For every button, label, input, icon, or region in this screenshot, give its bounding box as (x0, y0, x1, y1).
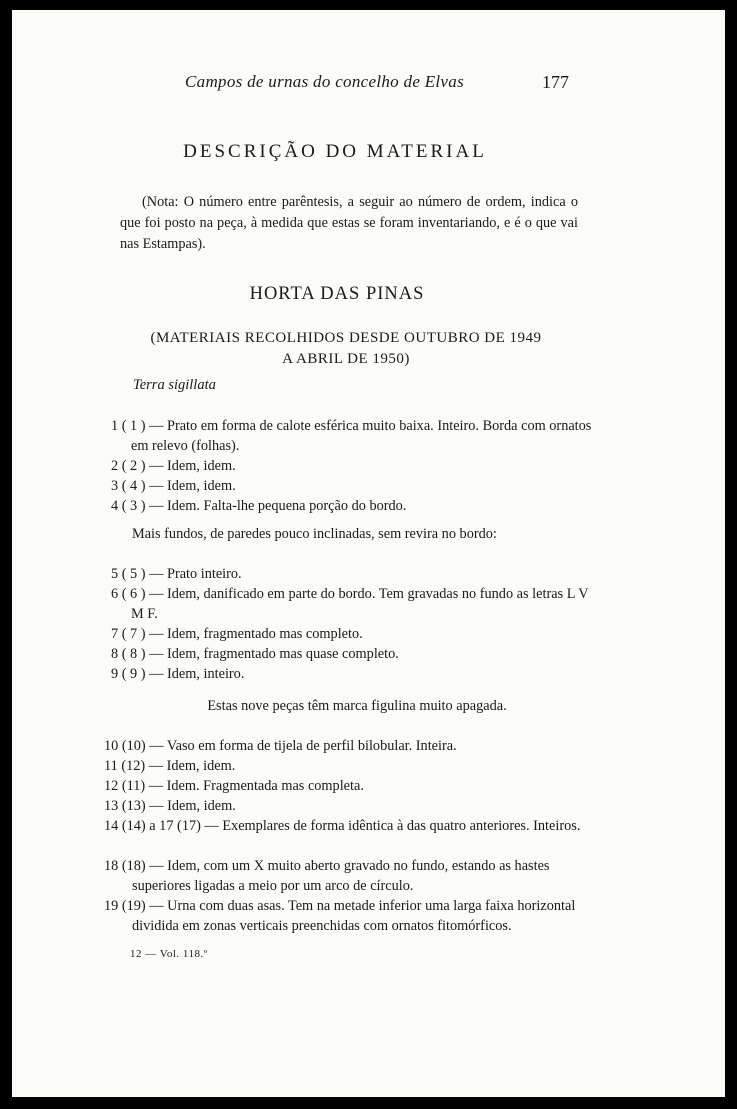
list-item: 3 ( 4 ) — Idem, idem. (111, 478, 236, 494)
site-title: HORTA DAS PINAS (249, 284, 425, 304)
list-item: 9 ( 9 ) — Idem, inteiro. (111, 666, 245, 682)
list-item: 14 (14) a 17 (17) — Exemplares de forma idêntica à das quatro anteriores. Inteiros. (104, 818, 581, 834)
list-item: 8 ( 8 ) — Idem, fragmentado mas quase completo. (111, 646, 399, 662)
page-number: 177 (542, 72, 569, 92)
list-item: 12 (11) — Idem. Fragmentada mas completa. (104, 778, 364, 794)
period-heading (116, 328, 576, 370)
list-item: 2 ( 2 ) — Idem, idem. (111, 458, 236, 474)
list-item: 13 (13) — Idem, idem. (104, 798, 236, 814)
list-item: 10 (10) — Vaso em forma de tijela de perfil bilobular. Inteira. (104, 738, 457, 754)
list-item: 19 (19) — Urna com duas asas. Tem na metade inferior uma larga faixa horizontal dividida em zonas verticais preenchidas com ornatos fitomórficos. (104, 898, 576, 934)
list-item: 18 (18) — Idem, com um X muito aberto gravado no fundo, estando as hastes superiores ligadas a meio por um arco de círculo. (104, 858, 550, 894)
editorial-note: (Nota: O número entre parêntesis, a seguir ao número de ordem, indica o que foi posto na peça, à medida que estas se foram inventariando, e é o que vai nas Estampas). (120, 194, 578, 252)
period-line-2: A ABRIL DE 1950) (282, 351, 410, 367)
list-item: 5 ( 5 ) — Prato inteiro. (111, 566, 242, 582)
list-item: 1 ( 1 ) — Prato em forma de calote esférica muito baixa. Inteiro. Borda com ornatos em relevo (folhas). (111, 418, 592, 454)
paragraph: Mais fundos, de paredes pouco inclinadas, sem revira no bordo: (132, 526, 497, 542)
list-item: 6 ( 6 ) — Idem, danificado em parte do bordo. Tem gravadas no fundo as letras L V M F. (111, 586, 589, 622)
category-heading: Terra sigillata (133, 377, 216, 393)
list-item: 4 ( 3 ) — Idem. Falta-lhe pequena porção do bordo. (111, 498, 407, 514)
list-item: 7 ( 7 ) — Idem, fragmentado mas completo. (111, 626, 363, 642)
period-line-1: (MATERIAIS RECOLHIDOS DESDE OUTUBRO DE 1949 (150, 330, 542, 346)
running-header-title: Campos de urnas do concelho de Elvas (185, 72, 464, 91)
document-page (12, 10, 725, 1097)
list-item: 11 (12) — Idem, idem. (104, 758, 236, 774)
paragraph: Estas nove peças têm marca figulina muito apagada. (207, 698, 507, 714)
section-title: DESCRIÇÃO DO MATERIAL (183, 141, 487, 162)
signature-mark: 12 — Vol. 118.º (130, 948, 208, 960)
